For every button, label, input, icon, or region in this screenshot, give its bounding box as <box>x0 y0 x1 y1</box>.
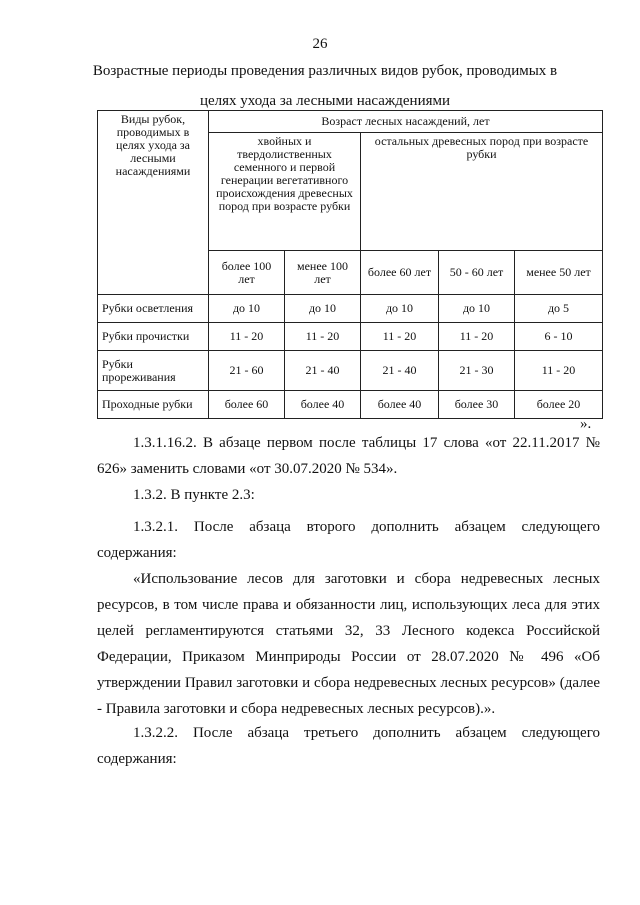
table-cell: 11 - 20 <box>285 323 361 351</box>
table-cell: 11 - 20 <box>439 323 515 351</box>
row-label: Проходные рубки <box>98 391 209 419</box>
table-cell: 6 - 10 <box>515 323 603 351</box>
table-cell: 21 - 40 <box>361 351 439 391</box>
closing-quote: ». <box>580 416 592 432</box>
row-label-header: Виды рубок, проводимых в целях ухода за лесными насаждениями <box>98 111 209 295</box>
table-cell: более 30 <box>439 391 515 419</box>
column-header: 50 - 60 лет <box>439 251 515 295</box>
table-cell: до 10 <box>439 295 515 323</box>
paragraph: 1.3.2.2. После абзаца третьего дополнить абзацем следующего содержания: <box>97 725 600 767</box>
table-cell: до 10 <box>209 295 285 323</box>
paragraph: «Использование лесов для заготовки и сбора недревесных лесных ресурсов, в том числе права и обязанности лиц, использующих леса для этих целей регламентируются статьями 32, 33 Лесного кодекса Российской Федерации, Приказом Минприроды России от 28.07.2020 № 496 «Об утверждении Правил заготовки и сбора недревесных лесных ресурсов» (далее - Правила заготовки и сбора недревесных лесных ресурсов).». <box>97 571 600 717</box>
conifer-group-header: хвойных и твердолиственных семенного и первой генерации вегетативного происхождения древесных пород при возрасте рубки <box>209 133 361 251</box>
paragraph: 1.3.2. В пункте 2.3: <box>133 487 255 503</box>
table-cell: 21 - 60 <box>209 351 285 391</box>
page-number: 26 <box>312 36 328 52</box>
table-row <box>98 323 603 351</box>
table-cell: до 5 <box>515 295 603 323</box>
table-cell: 11 - 20 <box>209 323 285 351</box>
age-group-header: Возраст лесных насаждений, лет <box>209 111 603 133</box>
table-cell: 21 - 40 <box>285 351 361 391</box>
row-label: Рубки осветления <box>98 295 209 323</box>
age-periods-table <box>97 110 603 419</box>
table-title-line-1: Возрастные периоды проведения различных видов рубок, проводимых в <box>92 63 558 79</box>
column-header: менее 100 лет <box>285 251 361 295</box>
table-row <box>98 391 603 419</box>
table-cell: более 40 <box>361 391 439 419</box>
other-group-header: остальных древесных пород при возрасте рубки <box>361 133 603 251</box>
column-header: менее 50 лет <box>515 251 603 295</box>
table-cell: более 40 <box>285 391 361 419</box>
table-title <box>90 56 560 116</box>
table-row <box>98 351 603 391</box>
table-cell: 21 - 30 <box>439 351 515 391</box>
table-cell: более 20 <box>515 391 603 419</box>
column-header: более 60 лет <box>361 251 439 295</box>
row-label: Рубки прореживания <box>98 351 209 391</box>
paragraph: 1.3.1.16.2. В абзаце первом после таблицы 17 слова «от 22.11.2017 № 626» заменить словами «от 30.07.2020 № 534». <box>97 435 600 477</box>
table-cell: до 10 <box>361 295 439 323</box>
paragraph: 1.3.2.1. После абзаца второго дополнить абзацем следующего содержания: <box>97 519 600 561</box>
row-label: Рубки прочистки <box>98 323 209 351</box>
table-cell: 11 - 20 <box>515 351 603 391</box>
column-header: более 100 лет <box>209 251 285 295</box>
table-row <box>98 295 603 323</box>
table-cell: 11 - 20 <box>361 323 439 351</box>
table-cell: более 60 <box>209 391 285 419</box>
table-cell: до 10 <box>285 295 361 323</box>
table-title-line-2: целях ухода за лесными насаждениями <box>199 93 451 109</box>
